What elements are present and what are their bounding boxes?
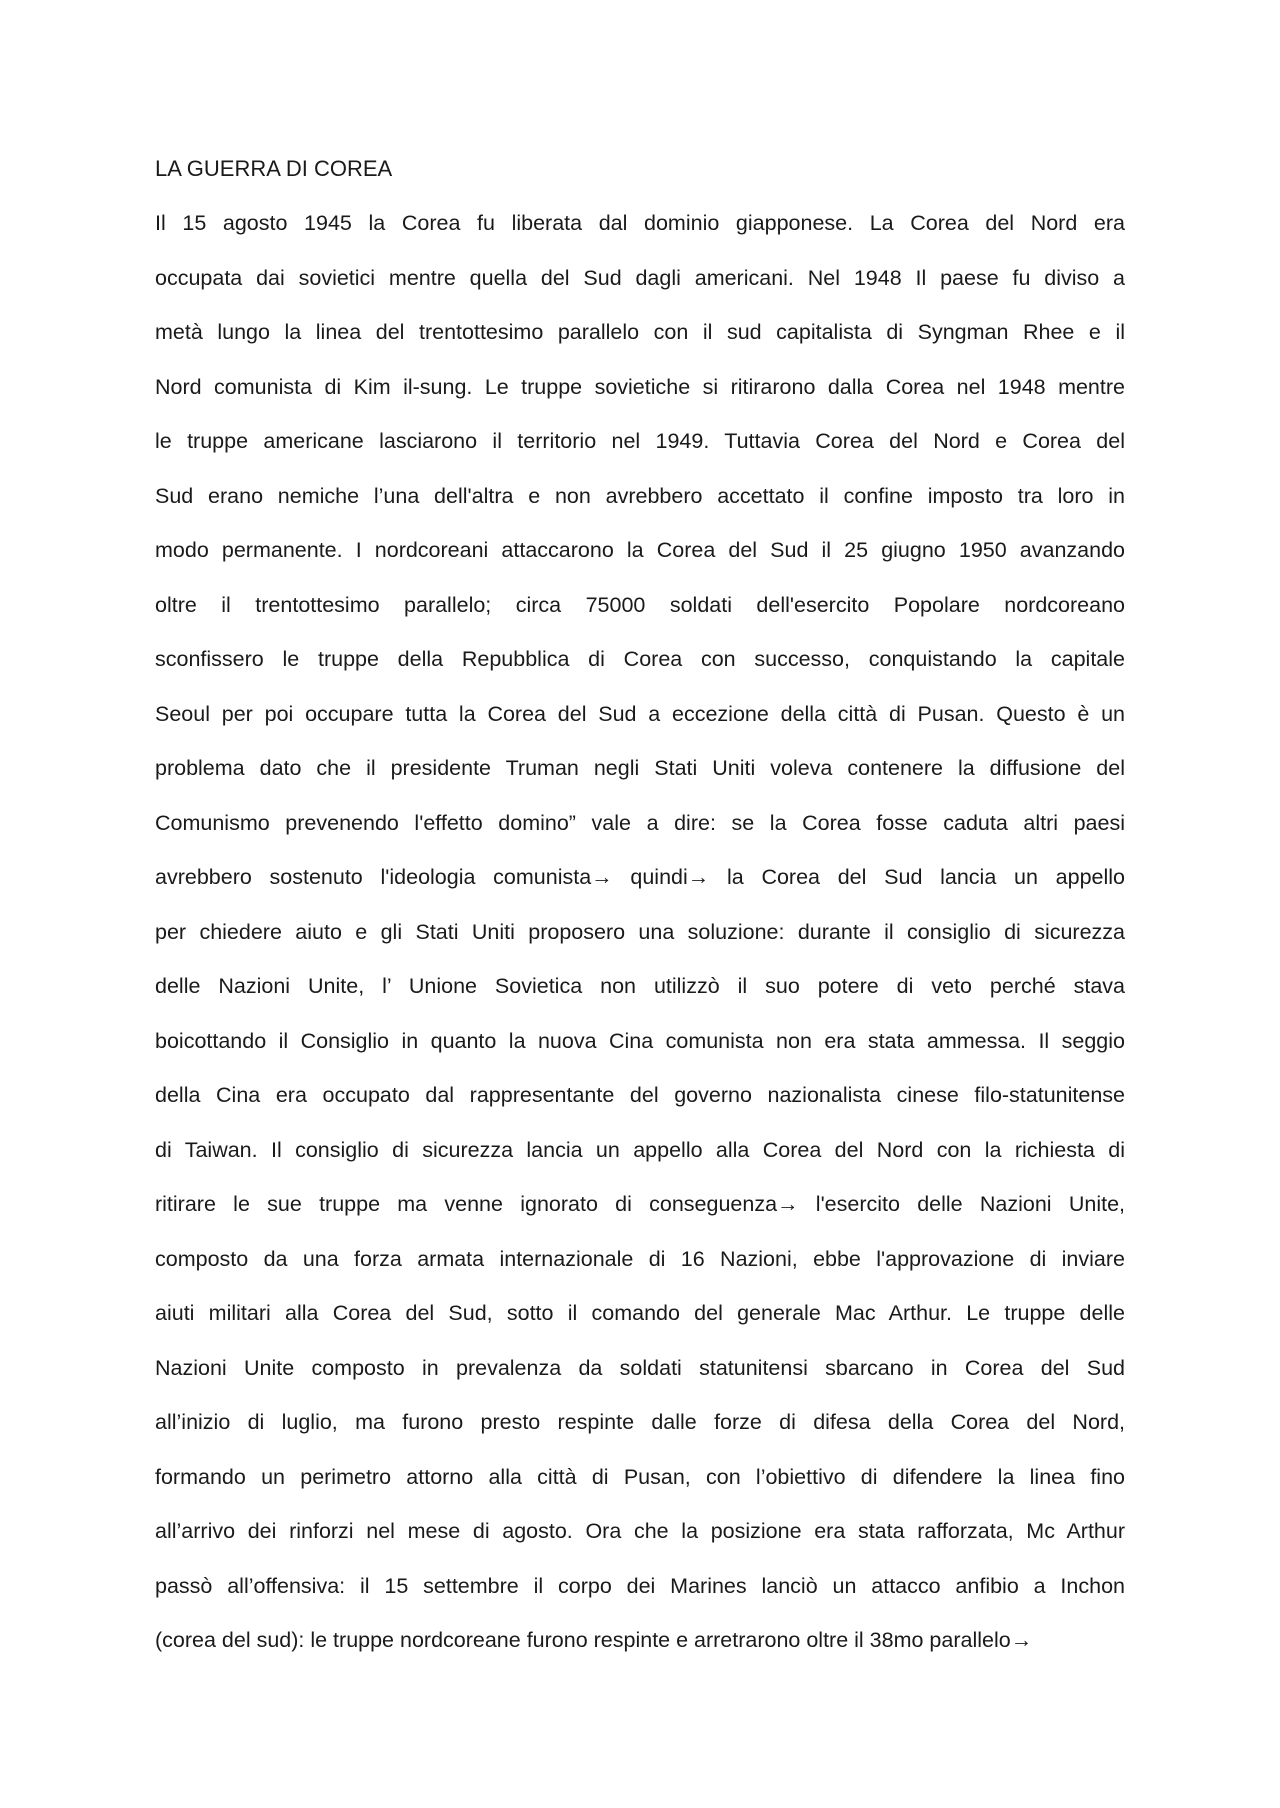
text-line: all’inizio di luglio, ma furono presto respinte dalle forze di difesa della Corea del Nord, <box>155 1410 1125 1434</box>
text-line: modo permanente. I nordcoreani attaccarono la Corea del Sud il 25 giugno 1950 avanzando <box>155 538 1125 562</box>
text-line: problema dato che il presidente Truman negli Stati Uniti voleva contenere la diffusione del <box>155 756 1125 780</box>
text-line: oltre il trentottesimo parallelo; circa 75000 soldati dell'esercito Popolare nordcoreano <box>155 592 1125 617</box>
text-line: Il 15 agosto 1945 la Corea fu liberata dal dominio giapponese. La Corea del Nord era <box>155 211 1125 235</box>
text-line: della Cina era occupato dal rappresentante del governo nazionalista cinese filo-statunitense <box>155 1083 1125 1107</box>
text-line: occupata dai sovietici mentre quella del Sud dagli americani. Nel 1948 Il paese fu diviso a <box>155 265 1125 290</box>
text-line: per chiedere aiuto e gli Stati Uniti proposero una soluzione: durante il consiglio di sicurezza <box>155 919 1125 944</box>
text-line: all’arrivo dei rinforzi nel mese di agosto. Ora che la posizione era stata rafforzata, Mc Arthur <box>155 1519 1125 1543</box>
text-line: boicottando il Consiglio in quanto la nuova Cina comunista non era stata ammessa. Il seggio <box>155 1028 1125 1053</box>
text-line: composto da una forza armata internazionale di 16 Nazioni, ebbe l'approvazione di inviare <box>155 1246 1125 1271</box>
text-line: Sud erano nemiche l’una dell'altra e non avrebbero accettato il confine imposto tra loro in <box>155 483 1125 508</box>
text-line: formando un perimetro attorno alla città di Pusan, con l’obiettivo di difendere la linea fino <box>155 1464 1125 1489</box>
document-title: LA GUERRA DI COREA <box>155 156 393 181</box>
text-line: sconfissero le truppe della Repubblica di Corea con successo, conquistando la capitale <box>155 647 1125 671</box>
document-body <box>155 206 1125 1678</box>
text-line: (corea del sud): le truppe nordcoreane furono respinte e arretrarono oltre il 38mo parallelo→ <box>155 1628 1033 1652</box>
text-line: Comunismo prevenendo l'effetto domino” vale a dire: se la Corea fosse caduta altri paesi <box>155 810 1125 835</box>
text-line: di Taiwan. Il consiglio di sicurezza lancia un appello alla Corea del Nord con la richiesta di <box>155 1137 1125 1162</box>
text-line: avrebbero sostenuto l'ideologia comunista→ quindi→ la Corea del Sud lancia un appello <box>155 865 1125 889</box>
text-line: aiuti militari alla Corea del Sud, sotto il comando del generale Mac Arthur. Le truppe delle <box>155 1301 1125 1325</box>
text-line: Seoul per poi occupare tutta la Corea del Sud a eccezione della città di Pusan. Questo è un <box>155 701 1125 726</box>
text-line: passò all’offensiva: il 15 settembre il corpo dei Marines lanciò un attacco anfibio a Inchon <box>155 1573 1125 1598</box>
text-line: Nord comunista di Kim il-sung. Le truppe sovietiche si ritirarono dalla Corea nel 1948 mentre <box>155 374 1125 399</box>
text-line: Nazioni Unite composto in prevalenza da soldati statunitensi sbarcano in Corea del Sud <box>155 1355 1125 1380</box>
text-line: ritirare le sue truppe ma venne ignorato di conseguenza→ l'esercito delle Nazioni Unite, <box>155 1192 1125 1216</box>
text-line: delle Nazioni Unite, l’ Unione Sovietica non utilizzò il suo potere di veto perché stava <box>155 974 1125 998</box>
text-line: le truppe americane lasciarono il territorio nel 1949. Tuttavia Corea del Nord e Corea del <box>155 429 1125 453</box>
text-line: metà lungo la linea del trentottesimo parallelo con il sud capitalista di Syngman Rhee e il <box>155 320 1125 344</box>
